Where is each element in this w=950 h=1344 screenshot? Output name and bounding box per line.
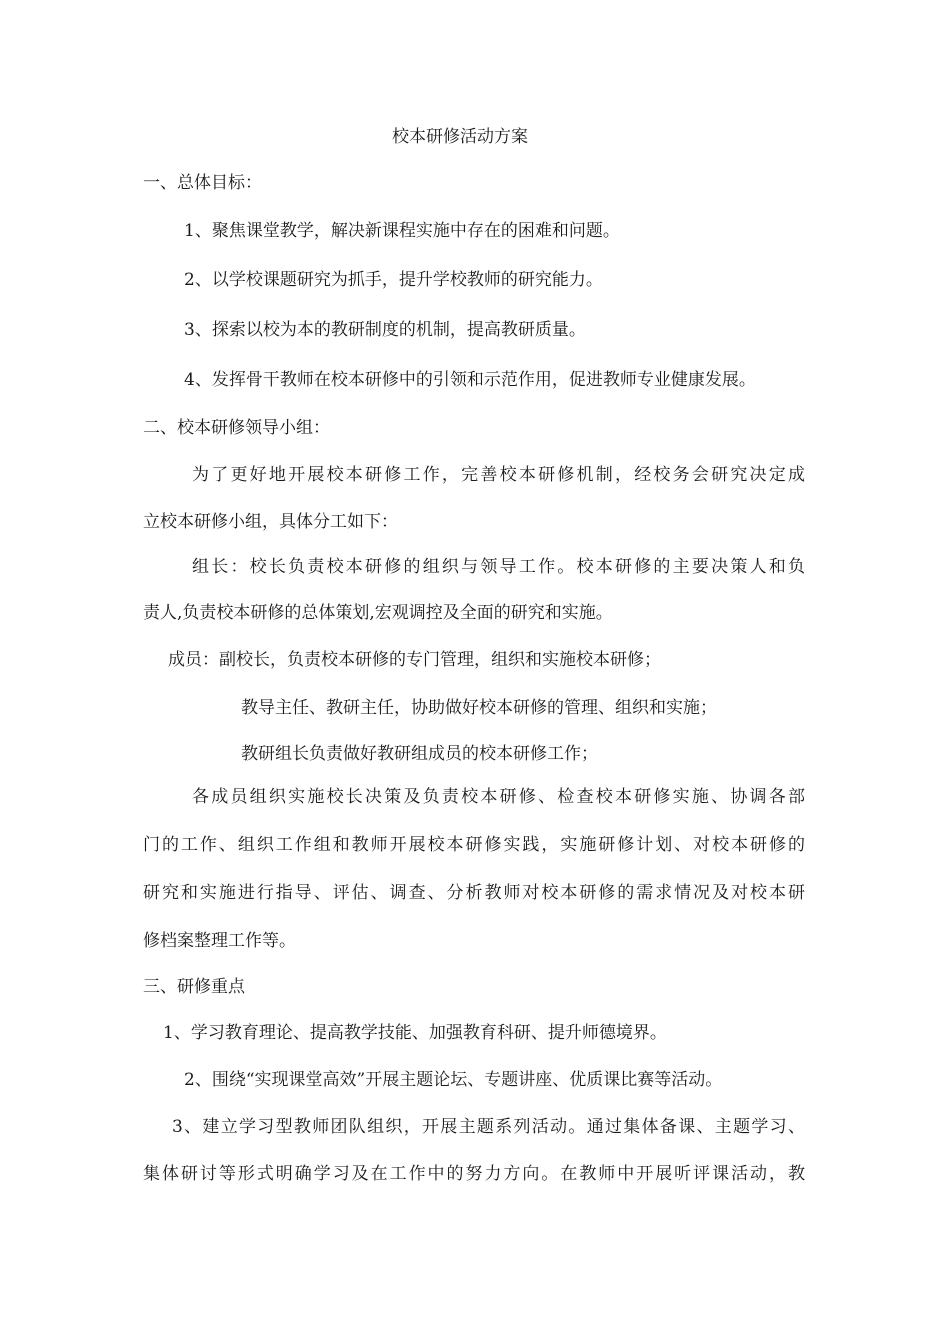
- focus-item-2: 2、围绕“实现课堂高效”开展主题论坛、专题讲座、优质课比赛等活动。: [184, 1070, 723, 1090]
- focus-item-1: 1、学习教育理论、提高教学技能、加强教育科研、提升师德境界。: [163, 1023, 667, 1043]
- goal-item-4: 4、发挥骨干教师在校本研修中的引领和示范作用，促进教师专业健康发展。: [184, 370, 756, 390]
- members-line-1: 成员：副校长，负责校本研修的专门管理，组织和实施校本研修；: [168, 650, 661, 670]
- goal-item-1: 1、聚焦课堂教学，解决新课程实施中存在的困难和问题。: [184, 221, 620, 241]
- section-2-intro-line-2: 立校本研修小组，具体分工如下：: [143, 512, 398, 532]
- duties-line-4: 修档案整理工作等。: [143, 931, 296, 951]
- focus-item-3-line-1: 3、建立学习型教师团队组织，开展主题系列活动。通过集体备课、主题学习、: [172, 1117, 805, 1137]
- goal-item-3: 3、探索以校为本的教研制度的机制，提高教研质量。: [184, 320, 586, 340]
- members-line-3: 教研组长负责做好教研组成员的校本研修工作；: [241, 744, 598, 764]
- section-2-intro-line-1: 为了更好地开展校本研修工作，完善校本研修机制，经校务会研究决定成: [192, 465, 805, 485]
- leader-line-2: 责人,负责校本研修的总体策划,宏观调控及全面的研究和实施。: [143, 603, 613, 623]
- duties-line-3: 研究和实施进行指导、评估、调查、分析教师对校本研修的需求情况及对校本研: [143, 883, 805, 903]
- duties-line-1: 各成员组织实施校长决策及负责校本研修、检查校本研修实施、协调各部: [192, 787, 805, 807]
- section-1-heading: 一、总体目标：: [143, 173, 262, 193]
- goal-item-2: 2、以学校课题研究为抓手，提升学校教师的研究能力。: [184, 270, 603, 290]
- members-line-2: 教导主任、教研主任，协助做好校本研修的管理、组织和实施；: [241, 698, 717, 718]
- focus-item-3-line-2: 集体研讨等形式明确学习及在工作中的努力方向。在教师中开展听评课活动，教: [143, 1164, 805, 1184]
- leader-line-1: 组长：校长负责校本研修的组织与领导工作。校本研修的主要决策人和负: [192, 557, 805, 577]
- document-title: 校本研修活动方案: [392, 127, 528, 147]
- section-3-heading: 三、研修重点: [143, 977, 245, 997]
- duties-line-2: 门的工作、组织工作组和教师开展校本研修实践，实施研修计划、对校本研修的: [143, 835, 805, 855]
- section-2-heading: 二、校本研修领导小组：: [143, 418, 330, 438]
